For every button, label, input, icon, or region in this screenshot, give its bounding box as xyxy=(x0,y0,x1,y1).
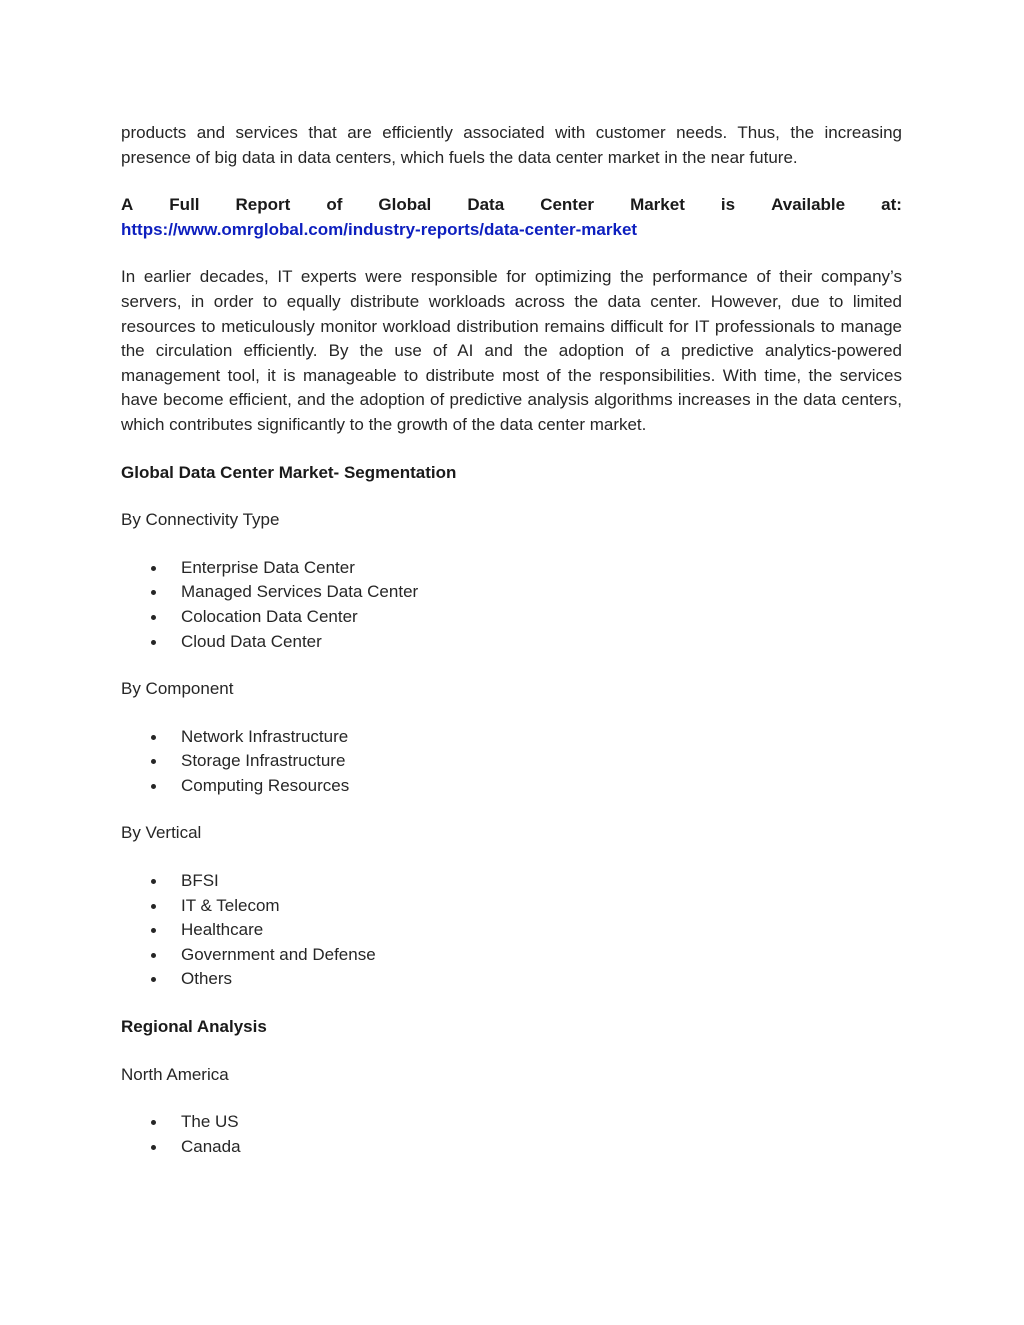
full-report-word: Report xyxy=(235,195,291,215)
full-report-word: at: xyxy=(881,195,902,215)
list-item xyxy=(121,630,902,655)
bullet-icon xyxy=(151,615,156,620)
list-item-label: Computing Resources xyxy=(181,775,350,795)
list-item xyxy=(121,605,902,630)
full-report-word: of xyxy=(326,195,343,215)
full-report-word: Full xyxy=(169,195,200,215)
bullet-icon xyxy=(151,1120,156,1125)
list-item-label: Others xyxy=(181,969,233,989)
component-label: By Component xyxy=(121,679,234,699)
list-item xyxy=(121,1135,902,1160)
vertical-label: By Vertical xyxy=(121,823,202,843)
north-america-label: North America xyxy=(121,1064,229,1084)
bullet-icon xyxy=(151,735,156,740)
regional-analysis-heading: Regional Analysis xyxy=(121,1017,267,1037)
full-report-line xyxy=(121,193,902,218)
full-report-word: A xyxy=(121,195,134,215)
list-item xyxy=(121,918,902,943)
list-item xyxy=(121,1110,902,1135)
full-report-word: Global xyxy=(378,195,432,215)
full-report-block xyxy=(121,193,902,242)
list-item xyxy=(121,774,902,799)
full-report-link[interactable]: https://www.omrglobal.com/industry-reports/data-center-market xyxy=(121,219,638,239)
list-item-label: Healthcare xyxy=(181,920,264,940)
list-item-label: Enterprise Data Center xyxy=(181,557,355,577)
list-item xyxy=(121,869,902,894)
list-item-label: Cloud Data Center xyxy=(181,631,322,651)
list-item-label: The US xyxy=(181,1112,239,1132)
list-item-label: Storage Infrastructure xyxy=(181,751,346,771)
list-item-label: Government and Defense xyxy=(181,944,376,964)
bullet-icon xyxy=(151,928,156,933)
list-item-label: Network Infrastructure xyxy=(181,726,349,746)
list-item-label: IT & Telecom xyxy=(181,895,280,915)
full-report-word: Data xyxy=(467,195,505,215)
list-item-label: Managed Services Data Center xyxy=(181,582,419,602)
bullet-icon xyxy=(151,879,156,884)
bullet-icon xyxy=(151,953,156,958)
segmentation-heading: Global Data Center Market- Segmentation xyxy=(121,462,457,482)
bullet-icon xyxy=(151,784,156,789)
north-america-list xyxy=(121,1110,902,1159)
bullet-icon xyxy=(151,566,156,571)
connectivity-type-label: By Connectivity Type xyxy=(121,510,280,530)
full-report-word: Center xyxy=(540,195,595,215)
bullet-icon xyxy=(151,759,156,764)
bullet-icon xyxy=(151,977,156,982)
document-page xyxy=(121,121,902,1182)
list-item xyxy=(121,943,902,968)
full-report-word: is xyxy=(720,195,736,215)
connectivity-type-list xyxy=(121,556,902,654)
bullet-icon xyxy=(151,904,156,909)
list-item xyxy=(121,749,902,774)
full-report-word: Market xyxy=(630,195,685,215)
list-item xyxy=(121,556,902,581)
list-item-label: Canada xyxy=(181,1136,241,1156)
list-item xyxy=(121,725,902,750)
intro-paragraph: products and services that are efficiently associated with customer needs. Thus, the increasing presence of big data in data centers, which fuels the data center market in the near future. xyxy=(121,123,902,167)
vertical-list xyxy=(121,869,902,992)
body-paragraph: In earlier decades, IT experts were responsible for optimizing the performance of their company’s servers, in order to equally distribute workloads across the data center. However, due to limited resources to meticulously monitor workload distribution remains difficult for IT professionals to manage the circulation efficiently. By the use of AI and the adoption of a predictive analytics-powered management tool, it is manageable to distribute most of the responsibilities. With time, the services have become efficient, and the adoption of predictive analysis algorithms increases in the data centers, which contributes significantly to the growth of the data center market. xyxy=(121,267,902,434)
bullet-icon xyxy=(151,590,156,595)
component-list xyxy=(121,725,902,799)
list-item xyxy=(121,967,902,992)
bullet-icon xyxy=(151,640,156,645)
list-item xyxy=(121,894,902,919)
list-item xyxy=(121,580,902,605)
list-item-label: BFSI xyxy=(181,871,219,891)
bullet-icon xyxy=(151,1145,156,1150)
list-item-label: Colocation Data Center xyxy=(181,606,358,626)
full-report-word: Available xyxy=(771,195,846,215)
